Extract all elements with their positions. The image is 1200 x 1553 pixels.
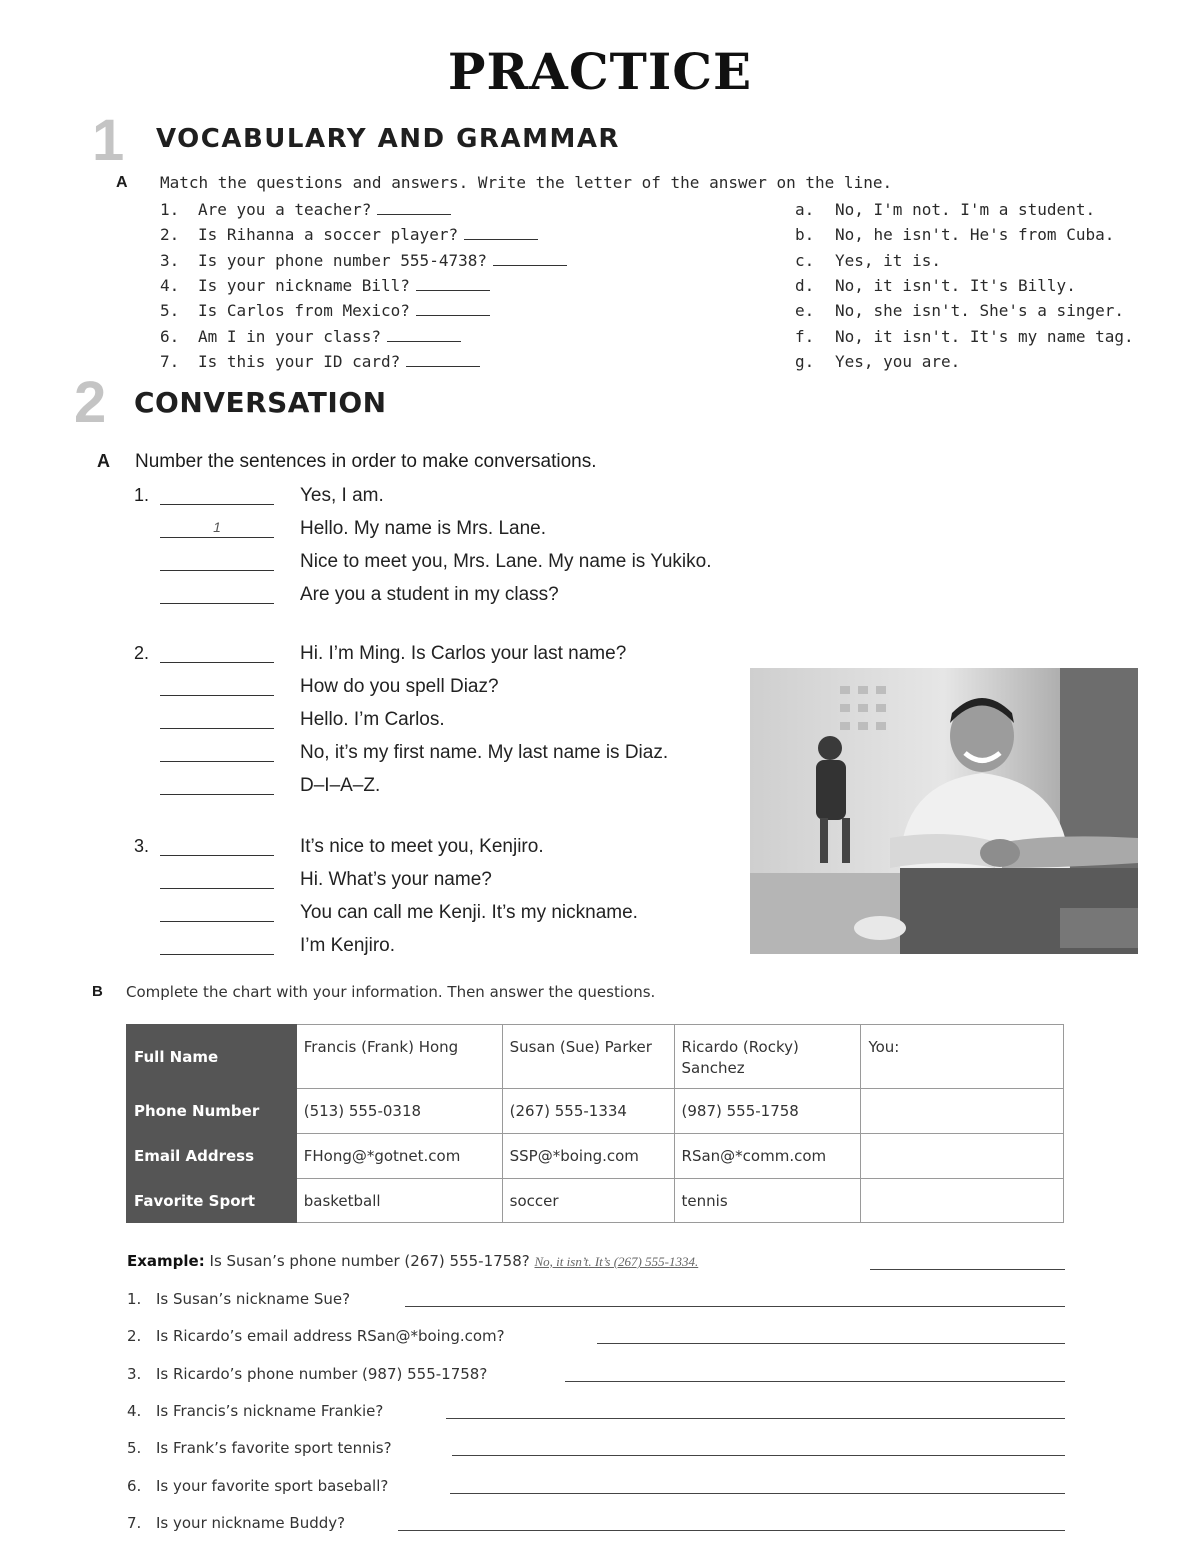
question-number: 7. [160, 351, 180, 371]
section-heading-vocabulary: VOCABULARY AND GRAMMAR [156, 124, 620, 154]
conversation-sentence: You can call me Kenji. It’s my nickname. [300, 902, 638, 923]
match-question-row [160, 200, 451, 219]
order-blank[interactable] [160, 644, 274, 663]
table-row [127, 1025, 1064, 1089]
your-info-cell[interactable] [861, 1089, 1064, 1134]
match-question-row [160, 251, 567, 270]
answer-line[interactable] [565, 1380, 1065, 1382]
chart-question-row [127, 1439, 392, 1457]
section-number-2: 2 [74, 370, 107, 435]
table-cell: Ricardo (Rocky) Sanchez [674, 1025, 861, 1089]
order-blank[interactable] [160, 710, 274, 729]
table-row [127, 1134, 1064, 1179]
row-label: Phone Number [127, 1089, 297, 1134]
chart-question-number: 2. [127, 1327, 142, 1345]
instruction-1a: Match the questions and answers. Write the letter of the answer on the line. [160, 173, 893, 192]
question-number: 6. [160, 326, 180, 346]
question-number: 2. [160, 225, 180, 245]
chart-question-row [127, 1365, 487, 1383]
order-blank[interactable] [160, 585, 274, 604]
order-blank[interactable] [160, 743, 274, 762]
order-blank[interactable] [160, 870, 274, 889]
order-blank[interactable] [160, 486, 274, 505]
example-question: Is Susan’s phone number (267) 555-1758? [209, 1252, 530, 1270]
chart-question-row [127, 1514, 345, 1532]
conversation-sentence: Hi. I’m Ming. Is Carlos your last name? [300, 643, 627, 664]
section-number-1: 1 [92, 108, 125, 173]
row-label: Email Address [127, 1134, 297, 1179]
your-info-cell[interactable] [861, 1134, 1064, 1179]
match-answer-row [795, 352, 960, 371]
answer-blank[interactable] [416, 301, 490, 316]
row-label: Full Name [127, 1025, 297, 1089]
answer-blank[interactable] [406, 352, 480, 367]
conversation-sentence: D–I–A–Z. [300, 775, 381, 796]
match-answer-row [795, 276, 1076, 295]
instruction-2b: Complete the chart with your information. Then answer the questions. [126, 983, 656, 1001]
match-answer-row [795, 225, 1114, 244]
chart-question-text: Is Ricardo’s email address RSan@*boing.com? [156, 1327, 505, 1345]
match-question-row [160, 225, 538, 244]
answer-blank[interactable] [377, 200, 451, 215]
question-number: 1. [160, 200, 180, 219]
page-title: PRACTICE [447, 42, 753, 101]
answer-text: No, he isn't. He's from Cuba. [835, 225, 1115, 245]
question-text: Am I in your class? [198, 326, 382, 346]
answer-text: Yes, it is. [835, 250, 941, 270]
table-cell: basketball [296, 1179, 502, 1223]
question-text: Is this your ID card? [198, 351, 401, 371]
match-question-row [160, 352, 480, 371]
answer-letter: b. [795, 225, 815, 245]
match-answer-row [795, 327, 1134, 346]
chart-question-row [127, 1290, 350, 1308]
handshake-photo [750, 668, 1138, 954]
answer-line[interactable] [450, 1492, 1065, 1494]
chart-question-text: Is your favorite sport baseball? [156, 1477, 389, 1495]
question-text: Is your phone number 555-4738? [198, 250, 487, 270]
order-blank[interactable] [160, 837, 274, 856]
chart-question-number: 1. [127, 1290, 142, 1308]
conversation-sentence: No, it’s my first name. My last name is Diaz. [300, 742, 669, 763]
order-blank[interactable] [160, 552, 274, 571]
match-question-row [160, 276, 490, 295]
question-text: Is your nickname Bill? [198, 275, 410, 295]
example-label: Example: [127, 1252, 205, 1270]
row-label: Favorite Sport [127, 1179, 297, 1223]
answer-letter: g. [795, 351, 815, 371]
table-cell: Susan (Sue) Parker [502, 1025, 674, 1089]
table-cell: (987) 555-1758 [674, 1089, 861, 1134]
table-cell: FHong@*gotnet.com [296, 1134, 502, 1179]
question-text: Are you a teacher? [198, 200, 372, 219]
order-blank[interactable]: 1 [160, 519, 274, 538]
example-answer: No, it isn’t. It’s (267) 555-1334. [534, 1254, 699, 1269]
conversation-sentence: Nice to meet you, Mrs. Lane. My name is Yukiko. [300, 551, 712, 572]
part-letter-2a: A [97, 451, 110, 471]
chart-question-number: 4. [127, 1402, 142, 1420]
answer-text: No, it isn't. It's Billy. [835, 275, 1076, 295]
answer-text: Yes, you are. [835, 351, 961, 371]
conversation-sentence: How do you spell Diaz? [300, 676, 499, 697]
chart-question-text: Is Ricardo’s phone number (987) 555-1758? [156, 1365, 488, 1383]
answer-text: No, it isn't. It's my name tag. [835, 326, 1134, 346]
conversation-sentence: It’s nice to meet you, Kenjiro. [300, 836, 544, 857]
chart-question-text: Is Francis’s nickname Frankie? [156, 1402, 384, 1420]
question-number: 5. [160, 301, 180, 321]
table-cell: SSP@*boing.com [502, 1134, 674, 1179]
table-cell: Francis (Frank) Hong [296, 1025, 502, 1089]
answer-letter: c. [795, 250, 815, 270]
your-info-cell[interactable] [861, 1179, 1064, 1223]
answer-letter: e. [795, 301, 815, 321]
chart-question-text: Is Frank’s favorite sport tennis? [156, 1439, 392, 1457]
conversation-number: 1. [134, 485, 150, 505]
answer-blank[interactable] [493, 251, 567, 266]
conversation-sentence: I’m Kenjiro. [300, 935, 396, 956]
order-blank[interactable] [160, 677, 274, 696]
order-blank[interactable] [160, 776, 274, 795]
part-letter-2b: B [92, 983, 103, 1000]
part-letter-1a: A [116, 174, 128, 191]
answer-blank[interactable] [387, 327, 461, 342]
chart-question-number: 7. [127, 1514, 142, 1532]
conversation-number: 3. [134, 836, 150, 856]
chart-question-row [127, 1477, 388, 1495]
chart-question-text: Is your nickname Buddy? [156, 1514, 346, 1532]
answer-text: No, I'm not. I'm a student. [835, 200, 1096, 219]
table-cell: tennis [674, 1179, 861, 1223]
conversation-number: 2. [134, 643, 150, 663]
order-blank[interactable] [160, 903, 274, 922]
match-question-row [160, 301, 490, 320]
match-answer-row [795, 200, 1095, 219]
table-cell: RSan@*comm.com [674, 1134, 861, 1179]
table-cell: (513) 555-0318 [296, 1089, 502, 1134]
answer-blank[interactable] [464, 225, 538, 240]
instruction-2a: Number the sentences in order to make conversations. [135, 451, 597, 472]
your-info-cell[interactable]: You: [861, 1025, 1064, 1089]
question-number: 4. [160, 275, 180, 295]
table-row [127, 1089, 1064, 1134]
chart-question-row [127, 1327, 505, 1345]
answer-blank[interactable] [416, 276, 490, 291]
conversation-sentence: Hello. My name is Mrs. Lane. [300, 518, 547, 539]
answer-line[interactable] [446, 1417, 1065, 1419]
answer-line[interactable] [398, 1529, 1065, 1531]
conversation-sentence: Yes, I am. [300, 485, 384, 506]
answer-letter: d. [795, 275, 815, 295]
match-answer-row [795, 301, 1124, 320]
question-text: Is Rihanna a soccer player? [198, 225, 459, 245]
table-row [127, 1179, 1064, 1223]
question-number: 3. [160, 250, 180, 270]
table-cell: soccer [502, 1179, 674, 1223]
table-cell: (267) 555-1334 [502, 1089, 674, 1134]
example-row [127, 1252, 698, 1270]
answer-line[interactable] [405, 1305, 1065, 1307]
answer-line[interactable] [452, 1454, 1065, 1456]
conversation-sentence: Hi. What’s your name? [300, 869, 492, 890]
info-table [126, 1024, 1064, 1223]
match-answer-row [795, 251, 941, 270]
conversation-sentence: Are you a student in my class? [300, 584, 559, 605]
chart-question-number: 3. [127, 1365, 142, 1383]
answer-letter: a. [795, 200, 815, 219]
answer-line[interactable] [597, 1342, 1065, 1344]
conversation-sentence: Hello. I’m Carlos. [300, 709, 445, 730]
example-answer-line [870, 1268, 1065, 1270]
section-heading-conversation: CONVERSATION [134, 386, 387, 419]
answer-text: No, she isn't. She's a singer. [835, 301, 1124, 321]
answer-letter: f. [795, 326, 815, 346]
chart-question-number: 5. [127, 1439, 142, 1457]
question-text: Is Carlos from Mexico? [198, 301, 410, 321]
chart-question-row [127, 1402, 383, 1420]
chart-question-number: 6. [127, 1477, 142, 1495]
order-blank[interactable] [160, 936, 274, 955]
chart-question-text: Is Susan’s nickname Sue? [156, 1290, 351, 1308]
match-question-row [160, 327, 461, 346]
